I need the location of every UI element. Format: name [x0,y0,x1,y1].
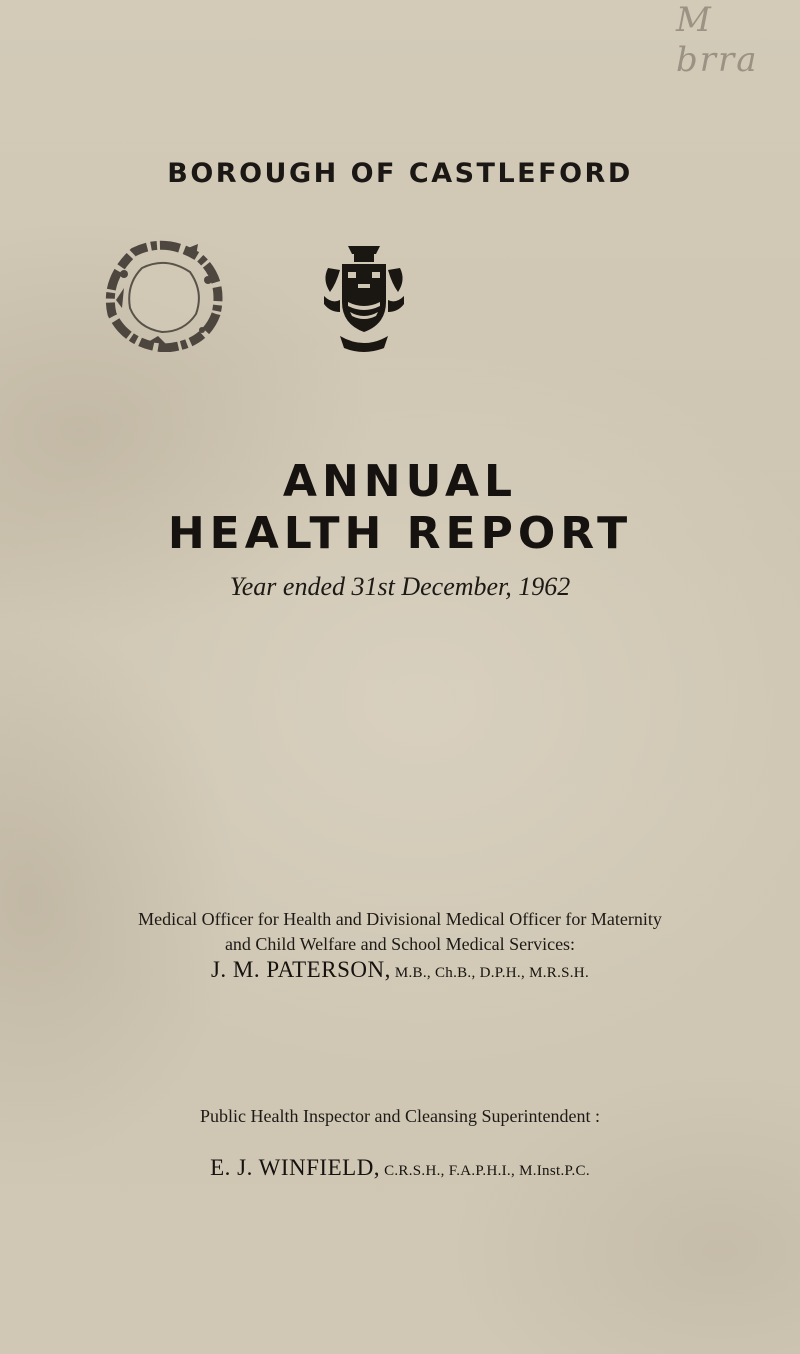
handwritten-catalogue-mark: M brra [676,0,759,80]
inspector-name-line [0,1155,800,1181]
circular-library-stamp-icon [104,240,226,352]
medical-officer-name-line [0,957,800,983]
medical-officer-role-line-1: Medical Officer for Health and Divisional Medical Officer for Maternity [138,909,662,929]
inspector-qualifications: C.R.S.H., F.A.P.H.I., M.Inst.P.C. [384,1163,590,1179]
medical-officer-qualifications: M.B., Ch.B., D.P.H., M.R.S.H. [394,965,589,981]
borough-heading: BOROUGH OF CASTLEFORD [167,158,633,189]
borough-coat-of-arms-icon [318,240,410,356]
inspector-name: E. J. WINFIELD, [210,1155,381,1180]
medical-officer-name: J. M. PATERSON, [210,957,391,982]
title-line-annual: ANNUAL [282,456,518,507]
inspector-role-line: Public Health Inspector and Cleansing Superintendent : [200,1106,600,1126]
title-line-health-report: HEALTH REPORT [167,508,633,559]
medical-officer-role-line-2: and Child Welfare and School Medical Services: [224,934,576,954]
report-period-subtitle: Year ended 31st December, 1962 [229,572,571,601]
